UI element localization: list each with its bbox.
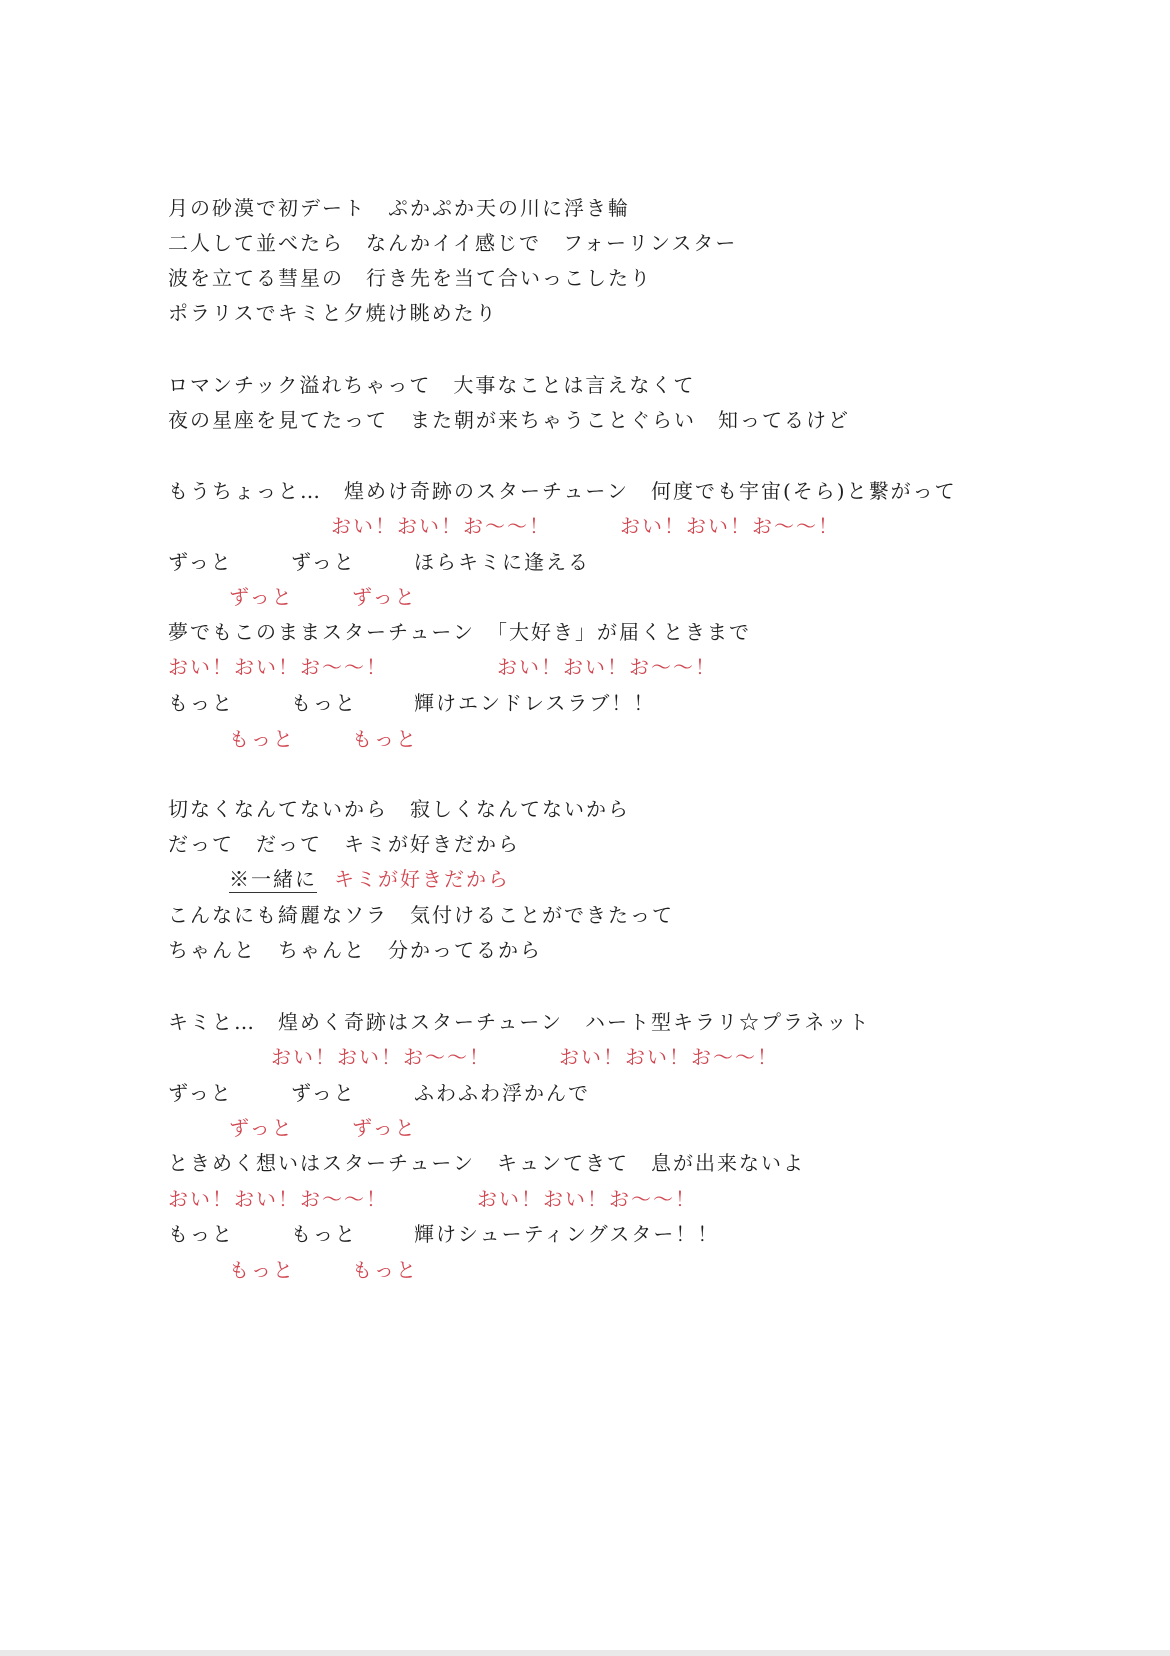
lyric-word: 輝けエンドレスラブ！！ (414, 691, 656, 715)
call-response: おい！おい！お〜〜！ (331, 514, 551, 538)
call-response: おい！おい！お〜〜！ (559, 1045, 779, 1069)
lyric-word: ずっと (168, 550, 233, 574)
lyric-line: 二人して並べたら なんかイイ感じで フォーリンスター (168, 231, 738, 255)
call-response: キミが好きだから (334, 867, 510, 891)
lyric-line: キミと… 煌めく奇跡はスターチューン ハート型キラリ☆プラネット (168, 1010, 871, 1034)
lyric-word: ずっと (168, 1081, 233, 1105)
lyric-line: 月の砂漠で初デート ぷかぷか天の川に浮き輪 (168, 196, 630, 220)
lyric-word: もっと (291, 691, 357, 715)
call-response: おい！おい！お〜〜！ (497, 655, 717, 679)
lyric-line: ちゃんと ちゃんと 分かってるから (168, 938, 542, 962)
call-response: おい！おい！お〜〜！ (620, 514, 840, 538)
lyric-word: もっと (168, 1222, 234, 1246)
call-response: ずっと (229, 585, 294, 609)
lyric-line: だって だって キミが好きだから (168, 832, 520, 856)
call-response: もっと (229, 1258, 295, 1282)
lyric-line: こんなにも綺麗なソラ 気付けることができたって (168, 903, 674, 927)
lyric-word: もっと (291, 1222, 357, 1246)
lyric-line: もうちょっと… 煌めけ奇跡のスターチューン 何度でも宇宙(そら)と繋がって (168, 479, 957, 503)
call-response: ずっと (229, 1116, 294, 1140)
lyric-line: ポラリスでキミと夕焼け眺めたり (168, 301, 498, 325)
call-response: おい！おい！お〜〜！ (168, 655, 388, 679)
together-note (229, 866, 317, 892)
lyric-line: 切なくなんてないから 寂しくなんてないから (168, 797, 630, 821)
call-response: もっと (229, 727, 295, 751)
call-response: もっと (352, 727, 418, 751)
lyric-line: 夢でもこのままスターチューン 「大好き」が届くときまで (168, 620, 751, 644)
together-label: ※一緒に (229, 867, 317, 891)
call-response: ずっと (352, 585, 417, 609)
lyric-line: ときめく想いはスターチューン キュンてきて 息が出来ないよ (168, 1151, 805, 1175)
lyric-line: 夜の星座を見てたって また朝が来ちゃうことぐらい 知ってるけど (168, 408, 850, 432)
lyric-word: ずっと (291, 1081, 356, 1105)
lyric-word: ふわふわ浮かんで (414, 1081, 590, 1105)
call-response: おい！おい！お〜〜！ (271, 1045, 491, 1069)
call-response: おい！おい！お〜〜！ (168, 1187, 388, 1211)
lyric-line: 波を立てる彗星の 行き先を当て合いっこしたり (168, 266, 652, 290)
page-bottom-edge (0, 1650, 1170, 1656)
call-response: おい！おい！お〜〜！ (477, 1187, 697, 1211)
lyric-line: ロマンチック溢れちゃって 大事なことは言えなくて (168, 373, 696, 397)
lyric-word: ずっと (291, 550, 356, 574)
call-response: もっと (352, 1258, 418, 1282)
call-response: ずっと (352, 1116, 417, 1140)
lyric-word: 輝けシューティングスター！！ (414, 1222, 720, 1246)
lyric-word: もっと (168, 691, 234, 715)
lyric-word: ほらキミに逢える (414, 550, 590, 574)
